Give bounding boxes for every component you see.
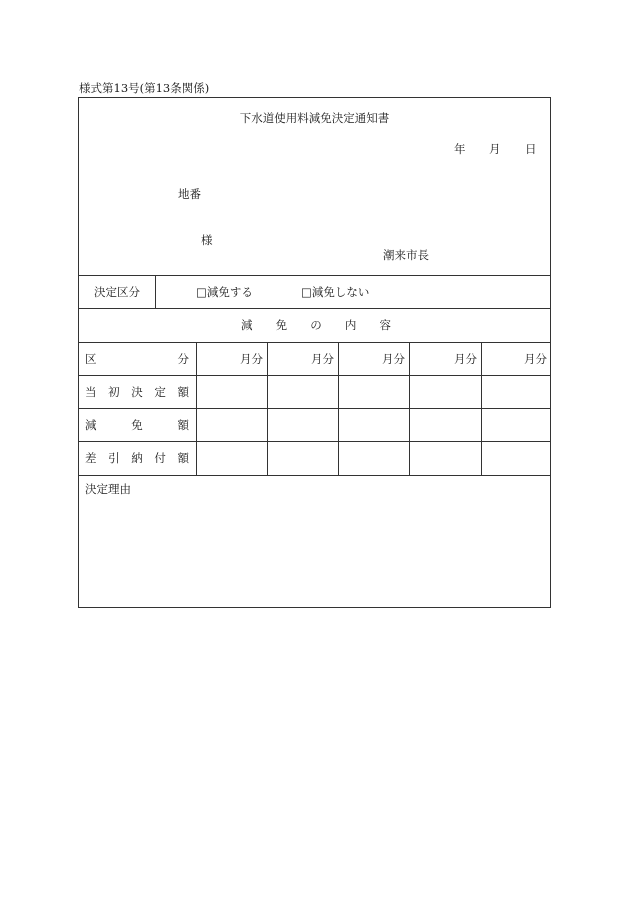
option-no-reduce-checkbox[interactable]: □減免しない bbox=[301, 284, 370, 299]
row-label-char: 決 bbox=[131, 384, 143, 399]
divider bbox=[79, 475, 550, 476]
reason-label: 決定理由 bbox=[85, 482, 131, 496]
month-column-header: 月分 bbox=[382, 351, 405, 366]
details-header-char: の bbox=[310, 318, 322, 332]
period-header bbox=[85, 342, 189, 375]
row-label-char: 免 bbox=[131, 417, 143, 432]
row-label-char: 差 bbox=[85, 451, 97, 465]
details-header bbox=[241, 308, 391, 342]
category-label: 決定区分 bbox=[94, 284, 140, 299]
period-header-char: 区 bbox=[85, 351, 97, 366]
date-month-label: 月 bbox=[489, 142, 501, 156]
details-header-char: 内 bbox=[344, 318, 357, 332]
row-label-char: 減 bbox=[85, 417, 97, 432]
row-label-net-payment bbox=[85, 441, 189, 475]
divider bbox=[155, 275, 156, 308]
row-label-char: 引 bbox=[108, 451, 120, 465]
month-column-header: 月分 bbox=[240, 351, 263, 366]
address-label: 地番 bbox=[178, 187, 201, 201]
issuer-name: 潮来市長 bbox=[383, 248, 429, 262]
option-reduce-checkbox[interactable]: □減免する bbox=[196, 284, 253, 299]
notice-form bbox=[78, 97, 551, 608]
details-header-char: 容 bbox=[379, 318, 391, 332]
row-label-char: 額 bbox=[177, 384, 189, 399]
date-day-label: 日 bbox=[525, 142, 537, 156]
row-label-char: 付 bbox=[154, 451, 166, 465]
row-label-reduction-amount bbox=[85, 408, 189, 441]
details-header-char: 減 bbox=[241, 318, 253, 332]
month-column-header: 月分 bbox=[454, 351, 477, 366]
document-title: 下水道使用料減免決定通知書 bbox=[239, 111, 390, 125]
row-label-char: 当 bbox=[85, 384, 97, 399]
details-header-char: 免 bbox=[275, 318, 288, 332]
form-number-label: 様式第13号(第13条関係) bbox=[79, 81, 210, 95]
row-label-char: 納 bbox=[131, 451, 143, 465]
month-column-header: 月分 bbox=[524, 351, 547, 366]
addressee-suffix: 様 bbox=[201, 233, 213, 247]
row-label-char: 額 bbox=[177, 417, 189, 432]
period-header-char: 分 bbox=[177, 351, 189, 366]
row-label-char: 初 bbox=[108, 384, 120, 399]
month-column-header: 月分 bbox=[311, 351, 334, 366]
row-label-initial-amount bbox=[85, 375, 189, 408]
date-year-label: 年 bbox=[454, 142, 466, 156]
row-label-char: 定 bbox=[154, 384, 166, 399]
row-label-char: 額 bbox=[177, 451, 189, 465]
